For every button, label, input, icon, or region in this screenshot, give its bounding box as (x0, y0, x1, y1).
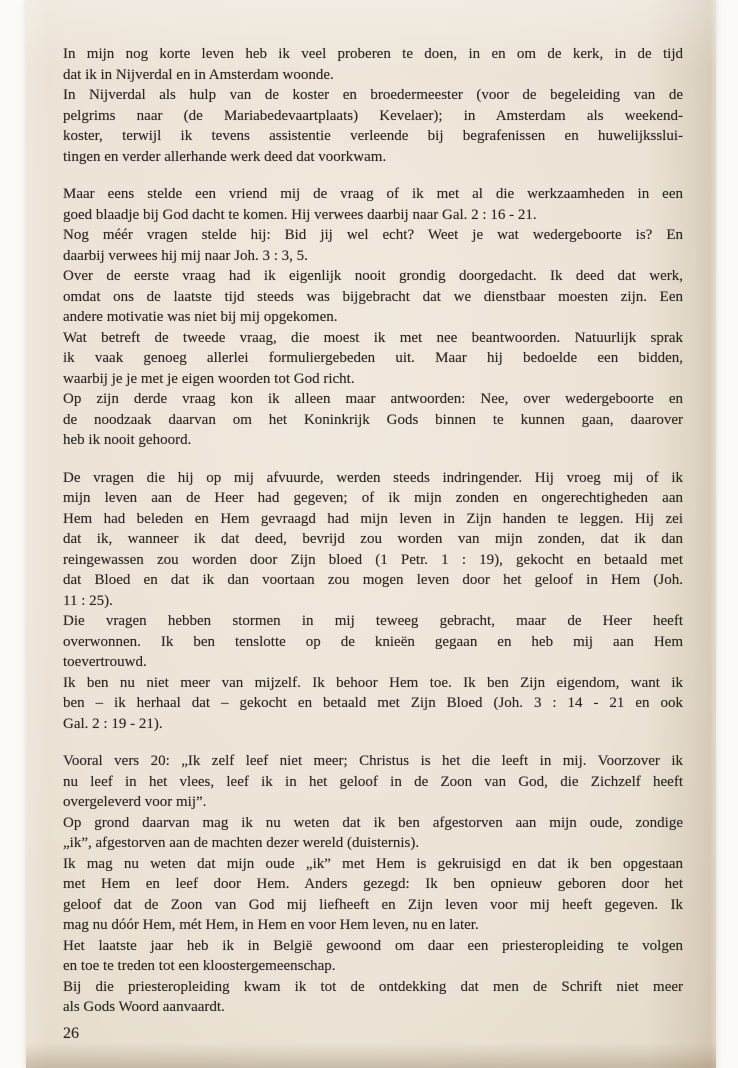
text-line: nu leef in het vlees, leef ik in het geloof in de Zoon van God, die Zichzelf heeft (63, 773, 683, 790)
paragraph (63, 85, 683, 167)
text-line: mijn leven aan de Heer had gegeven; of ik mijn zonden en ongerechtigheden aan (63, 490, 683, 506)
text-line: ben – ik herhaal dat – gekocht en betaald met Zijn Bloed (Joh. 3 : 14 - 21 en ook (63, 695, 683, 711)
text-line: koster, terwijl ik tevens assistentie verleende bij begrafenissen en huwelijksslui- (63, 128, 683, 144)
text-line: Maar eens stelde een vriend mij de vraag of ik met al die werkzaamheden in een (63, 186, 683, 202)
text-line: dat ik, wanneer ik dat deed, bevrijd zou worden van mijn zonden, dat ik dan (63, 531, 683, 547)
text-line: Over de eerste vraag had ik eigenlijk nooit grondig doorgedacht. Ik deed dat werk, (63, 268, 683, 284)
text-line: Gal. 2 : 19 - 21). (63, 715, 163, 732)
text-line: dat Bloed en dat ik dan voortaan zou mogen leven door het geloof in Hem (Joh. (63, 572, 683, 588)
text-line: Ik ben nu niet meer van mijzelf. Ik behoor Hem toe. Ik ben Zijn eigendom, want ik (63, 674, 683, 691)
text-line: In mijn nog korte leven heb ik veel proberen te doen, in en om de kerk, in de tijd (63, 46, 683, 62)
text-line: andere motivatie was niet bij mij opgekomen. (63, 309, 338, 325)
text-line: overwonnen. Ik ben tenslotte op de knieën gegaan en heb mij aan Hem (63, 633, 683, 650)
text-line: Op zijn derde vraag kon ik alleen maar antwoorden: Nee, over wedergeboorte en (63, 391, 683, 407)
text-line: Hem had beleden en Hem gevraagd had mijn leven in Zijn handen te leggen. Hij zei (63, 510, 683, 527)
text-line: geloof dat de Zoon van God mij liefheeft en Zijn leven voor mij heeft gegeven. Ik (63, 896, 683, 913)
text-line: Wat betreft de tweede vraag, die moest ik met nee beantwoorden. Natuurlijk sprak (63, 329, 683, 346)
text-line: heb ik nooit gehoord. (63, 432, 192, 448)
paragraph (63, 977, 683, 1018)
paragraph (63, 751, 683, 813)
paragraph (63, 225, 683, 266)
text-line: In Nijverdal als hulp van de koster en broedermeester (voor de begeleiding van de (63, 87, 683, 103)
paragraph (63, 611, 683, 673)
text-block (63, 44, 683, 167)
paragraph (63, 468, 683, 612)
text-line: 11 : 25). (63, 592, 113, 609)
text-line: dat ik in Nijverdal en in Amsterdam woonde. (63, 66, 334, 83)
text-block (63, 751, 683, 1018)
paragraph (63, 854, 683, 936)
book-page (26, 0, 716, 1068)
text-line: „ik”, afgestorven aan de machten dezer wereld (duisternis). (63, 835, 420, 851)
text-line: pelgrims naar (de Mariabedevaartplaats) Kevelaer); in Amsterdam als weekend- (63, 107, 683, 124)
text-line: Bij die priesteropleiding kwam ik tot de ontdekking dat men de Schrift niet meer (63, 978, 683, 995)
page-number: 26 (63, 1025, 79, 1042)
text-block (63, 468, 683, 735)
paragraph (63, 266, 683, 328)
text-line: Het laatste jaar heb ik in België gewoond om daar een priesteropleiding te volgen (63, 937, 683, 954)
text-line: mag nu dóór Hem, mét Hem, in Hem en voor Hem leven, nu en later. (63, 917, 479, 933)
text-line: De vragen die hij op mij afvuurde, werden steeds indringender. Hij vroeg mij of ik (63, 469, 683, 486)
text-column (63, 44, 683, 1018)
text-line: omdat ons de laatste tijd steeds was bijgebracht dat we dienstbaar moesten zijn. Een (63, 288, 683, 305)
text-line: goed blaadje bij God dacht te komen. Hij verwees daarbij naar Gal. 2 : 16 - 21. (63, 206, 537, 223)
paragraph (63, 389, 683, 451)
text-line: daarbij verwees hij mij naar Joh. 3 : 3, 5. (63, 247, 308, 264)
text-block (63, 184, 683, 451)
text-line: overgeleverd voor mij”. (63, 794, 207, 810)
paragraph (63, 673, 683, 735)
text-line: de noodzaak daarvan om het Koninkrijk Gods binnen te kunnen gaan, daarover (63, 411, 683, 428)
text-line: reingewassen zou worden door Zijn bloed (1 Petr. 1 : 19), gekocht en betaald met (63, 551, 683, 568)
text-line: als Gods Woord aanvaardt. (63, 999, 225, 1015)
text-line: met Hem en leef door Hem. Anders gezegd: Ik ben opnieuw geboren door het (63, 876, 683, 892)
text-line: ik vaak genoeg allerlei formuliergebeden uit. Maar hij bedoelde een bidden, (63, 350, 683, 366)
text-line: tingen en verder allerhande werk deed dat voorkwam. (63, 148, 387, 165)
text-line: Nog méér vragen stelde hij: Bid jij wel echt? Weet je wat wedergeboorte is? En (63, 227, 683, 243)
text-line: Op grond daarvan mag ik nu weten dat ik ben afgestorven aan mijn oude, zondige (63, 814, 683, 831)
text-line: Die vragen hebben stormen in mij teweeg gebracht, maar de Heer heeft (63, 613, 683, 629)
paragraph (63, 936, 683, 977)
text-line: Ik mag nu weten dat mijn oude „ik” met Hem is gekruisigd en dat ik ben opgestaan (63, 855, 683, 872)
paragraph (63, 813, 683, 854)
paragraph (63, 328, 683, 390)
text-line: waarbij je je met je eigen woorden tot God richt. (63, 370, 355, 387)
text-line: toevertrouwd. (63, 654, 147, 670)
paragraph (63, 44, 683, 85)
text-line: Vooral vers 20: „Ik zelf leef niet meer; Christus is het die leeft in mij. Voorzover ik (63, 753, 683, 769)
paragraph (63, 184, 683, 225)
text-line: en toe te treden tot een kloostergemeenschap. (63, 958, 336, 974)
